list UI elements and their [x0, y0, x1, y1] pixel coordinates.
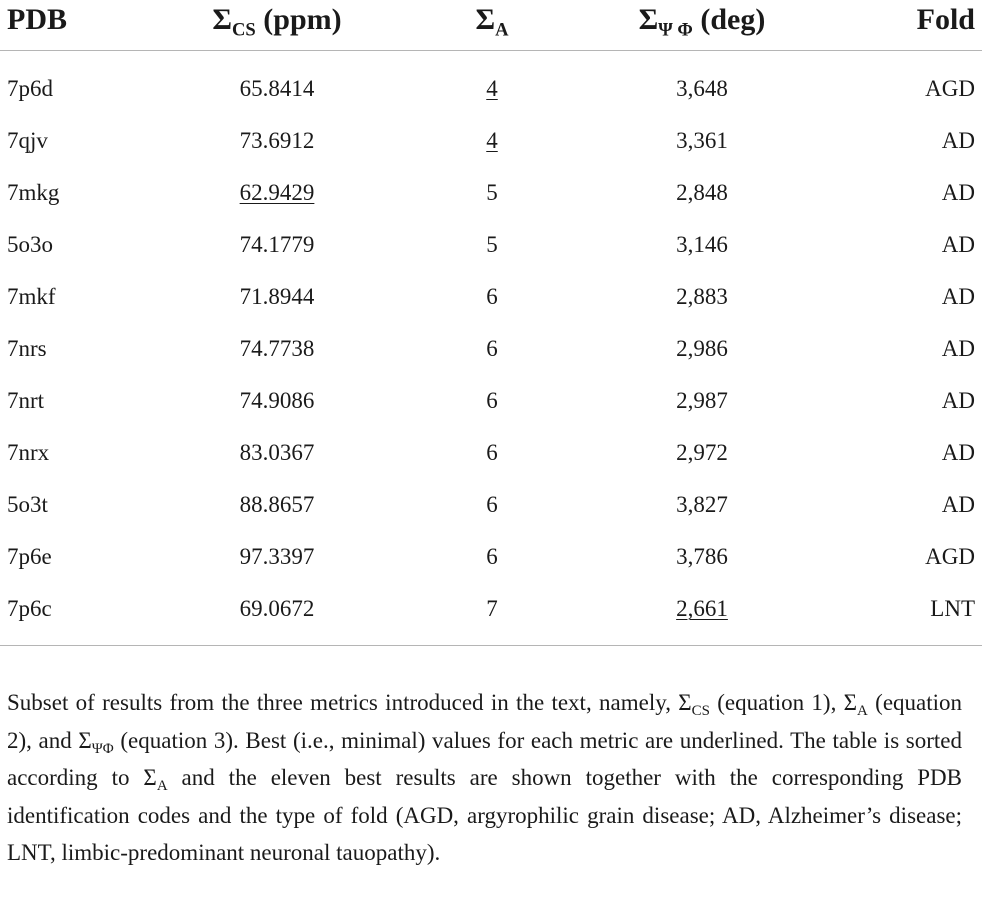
table-row: [0, 271, 982, 323]
cell-pdb: 7p6e: [7, 544, 52, 569]
table-row: [0, 51, 982, 116]
header-sigma-cs-subscript: CS: [232, 19, 256, 41]
cell-sigma-cs: 83.0367: [239, 440, 315, 465]
footnote-subscript: CS: [691, 703, 710, 720]
cell-sigma-cs: 69.0672: [239, 596, 315, 621]
cell-fold: AD: [941, 492, 975, 517]
footnote-subscript: A: [156, 778, 168, 795]
cell-sigma-cs: 65.8414: [239, 76, 315, 101]
cell-sigma-a-best: 4: [486, 128, 498, 153]
cell-sigma-a: [397, 115, 587, 167]
header-sigma-cs-symbol: Σ: [212, 3, 232, 36]
cell-sigma-a: [397, 51, 587, 116]
cell-sigma-psi-phi: [587, 583, 817, 646]
cell-fold: AD: [941, 284, 975, 309]
footnote-text: (equation 2), and Σ: [7, 690, 963, 753]
header-sigma-psi-phi: [587, 0, 817, 51]
cell-pdb: 7nrx: [7, 440, 50, 465]
cell-sigma-a: 5: [486, 180, 498, 205]
cell-sigma-a: 6: [486, 440, 498, 465]
table-row: [0, 375, 982, 427]
header-fold-label: Fold: [916, 3, 975, 36]
header-sigma-psi-phi-subscript: Ψ Φ: [658, 19, 693, 41]
header-fold: [817, 0, 982, 51]
footnote-text: and the eleven best results are shown together with the corresponding PDB identification codes and the type of fold (AGD, argyrophilic grain disease; AD, Alzheimer’s disease; LNT, limbic-predominant neuronal tauopathy).: [7, 765, 962, 865]
footnote-subscript: ΨΦ: [91, 740, 114, 757]
table-row: [0, 427, 982, 479]
cell-fold: AD: [941, 180, 975, 205]
cell-sigma-a: 6: [486, 544, 498, 569]
footnote-text: (equation 1), Σ: [709, 690, 858, 715]
footnote-text: Subset of results from the three metrics introduced in the text, namely, Σ: [7, 690, 692, 715]
cell-sigma-a: 6: [486, 388, 498, 413]
footnote-text: (equation 3). Best (i.e., minimal) values for each metric are underlined. The table is sorted according to Σ: [7, 727, 962, 790]
cell-sigma-a: 6: [486, 492, 498, 517]
cell-sigma-cs: 73.6912: [239, 128, 315, 153]
cell-sigma-a: 7: [486, 596, 498, 621]
table-row: [0, 583, 982, 646]
cell-fold: AGD: [925, 544, 975, 569]
cell-sigma-cs: [157, 167, 397, 219]
cell-sigma-a: 5: [486, 232, 498, 257]
cell-sigma-psi-phi: 3,146: [676, 232, 728, 257]
cell-fold: AGD: [925, 76, 975, 101]
cell-sigma-cs-best: 62.9429: [239, 180, 315, 205]
cell-pdb: 5o3t: [7, 492, 48, 517]
cell-sigma-psi-phi: 2,972: [676, 440, 728, 465]
header-sigma-cs: [157, 0, 397, 51]
cell-sigma-a: 6: [486, 284, 498, 309]
cell-sigma-cs: 71.8944: [239, 284, 315, 309]
cell-sigma-cs: 88.8657: [239, 492, 315, 517]
cell-sigma-psi-phi: 3,827: [676, 492, 728, 517]
table-row: [0, 479, 982, 531]
cell-sigma-psi-phi: 3,361: [676, 128, 728, 153]
cell-fold: LNT: [930, 596, 975, 621]
table-row: [0, 323, 982, 375]
table-row: [0, 115, 982, 167]
header-sigma-a-symbol: Σ: [475, 3, 496, 36]
table-footnote: [7, 684, 962, 872]
cell-sigma-cs: 74.9086: [239, 388, 315, 413]
cell-sigma-cs: 74.7738: [239, 336, 315, 361]
header-pdb-label: PDB: [7, 3, 67, 36]
cell-sigma-psi-phi: 3,648: [676, 76, 728, 101]
header-sigma-a-subscript: A: [495, 19, 509, 41]
cell-sigma-psi-phi-best: 2,661: [676, 596, 728, 621]
cell-sigma-a: 6: [486, 336, 498, 361]
cell-pdb: 7qjv: [7, 128, 48, 153]
cell-pdb: 7nrt: [7, 388, 45, 413]
cell-fold: AD: [941, 336, 975, 361]
table-row: [0, 531, 982, 583]
cell-pdb: 7mkg: [7, 180, 60, 205]
cell-sigma-cs: 74.1779: [239, 232, 315, 257]
header-sigma-a: [397, 0, 587, 51]
header-pdb: [0, 0, 157, 51]
cell-sigma-psi-phi: 2,987: [676, 388, 728, 413]
cell-fold: AD: [941, 440, 975, 465]
cell-sigma-a-best: 4: [486, 76, 498, 101]
cell-sigma-psi-phi: 2,883: [676, 284, 728, 309]
header-sigma-psi-phi-symbol: Σ: [638, 3, 659, 36]
cell-pdb: 7mkf: [7, 284, 56, 309]
cell-pdb: 7p6c: [7, 596, 52, 621]
header-sigma-cs-unit: (ppm): [255, 3, 342, 36]
header-sigma-psi-phi-unit: (deg): [692, 3, 766, 36]
footnote-subscript: A: [857, 703, 868, 720]
table-row: [0, 219, 982, 271]
table-row: [0, 167, 982, 219]
cell-fold: AD: [941, 232, 975, 257]
cell-pdb: 7nrs: [7, 336, 47, 361]
cell-sigma-psi-phi: 2,986: [676, 336, 728, 361]
cell-fold: AD: [941, 128, 975, 153]
cell-fold: AD: [941, 388, 975, 413]
cell-sigma-psi-phi: 2,848: [676, 180, 728, 205]
cell-pdb: 5o3o: [7, 232, 53, 257]
cell-sigma-cs: 97.3397: [239, 544, 315, 569]
cell-sigma-psi-phi: 3,786: [676, 544, 728, 569]
header-row: [0, 0, 982, 51]
cell-pdb: 7p6d: [7, 76, 53, 101]
